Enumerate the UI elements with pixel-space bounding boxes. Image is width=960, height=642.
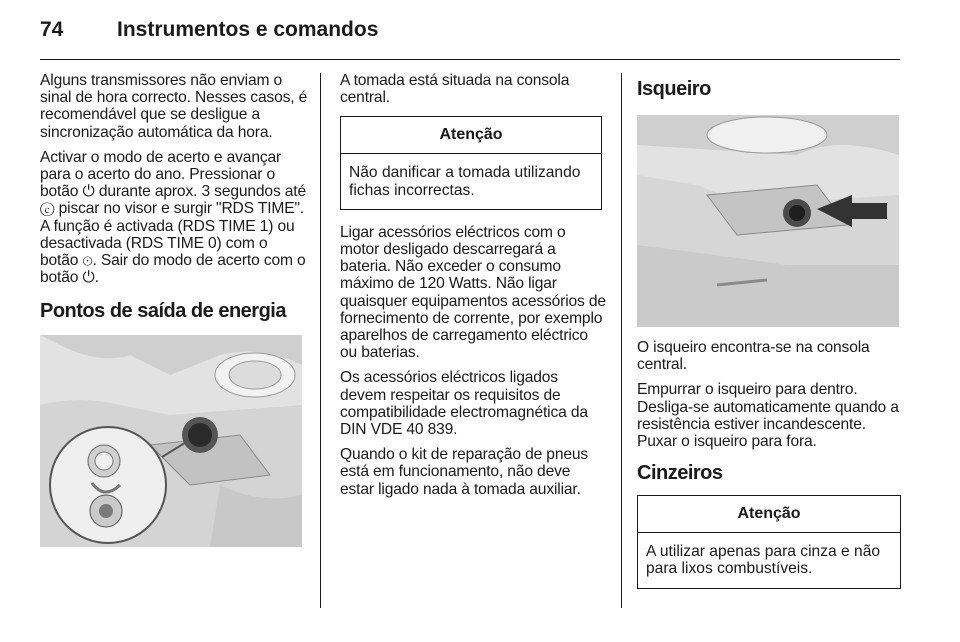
notice-text: A utilizar apenas para cinza e não para lixos combustíveis. (646, 543, 881, 578)
notice-text: Não danificar a tomada utilizando fichas incorrectas. (349, 164, 581, 199)
paragraph-accessories: Ligar acessórios eléctricos com o motor desligado descarregará a bateria. Não exceder o consumo máximo de 120 Watts. Não ligar quaisquer equipamentos acessórios de fornecimento de corrente, por exemplo aparelhos de carregamento eléctrico ou baterias. (340, 223, 606, 362)
notice-title: Atenção (341, 117, 601, 154)
section-heading-power-outlets: Pontos de saída de energia (40, 300, 286, 323)
paragraph-tyre-kit: Quando o kit de reparação de pneus está em funcionamento, não deve estar ligado nada à tomada auxiliar. (340, 446, 589, 498)
lighter-illustration (637, 115, 899, 327)
header-divider (40, 59, 900, 60)
column-divider (621, 73, 622, 608)
notice-box (637, 495, 901, 588)
section-heading-lighter: Isqueiro (637, 78, 711, 100)
page-header (40, 18, 900, 58)
column-divider (320, 73, 321, 608)
paragraph-lighter-use: Empurrar o isqueiro para dentro. Desliga-se automaticamente quando a resistência estiver incandescente. Puxar o isqueiro para fora. (637, 381, 899, 451)
column-right (637, 72, 905, 601)
paragraph-lighter-location: O isqueiro encontra-se na consola central. (637, 339, 870, 374)
paragraph-transmitters: Alguns transmissores não enviam o sinal de hora correcto. Nesses casos, é recomendável que se desligue a sincronização automática da hora. (40, 72, 308, 141)
paragraph-emc: Os acessórios eléctricos ligados devem respeitar os requisitos de compatibilidade electromagnética da DIN VDE 40 839. (340, 369, 588, 439)
notice-title: Atenção (638, 496, 900, 533)
section-heading-ashtrays: Cinzeiros (637, 462, 723, 485)
page-title: Instrumentos e comandos (117, 18, 379, 41)
notice-box (340, 116, 602, 209)
column-left (40, 72, 308, 547)
paragraph-rds-time: Activar o modo de acerto e avançar para o acerto do ano. Pressionar o botão ⏻ durante aprox. 3 segundos até ⓒ piscar no visor e surgir "RDS TIME". A função é activada (RDS TIME 1) ou desactivada (RDS TIME 0) com o botão ⊙. Sair do modo de acerto com o botão ⏻. (40, 148, 307, 287)
column-middle (340, 72, 608, 506)
paragraph-outlet-location: A tomada está situada na consola central. (340, 72, 570, 107)
page-number: 74 (40, 18, 64, 41)
power-outlet-illustration (40, 335, 302, 547)
